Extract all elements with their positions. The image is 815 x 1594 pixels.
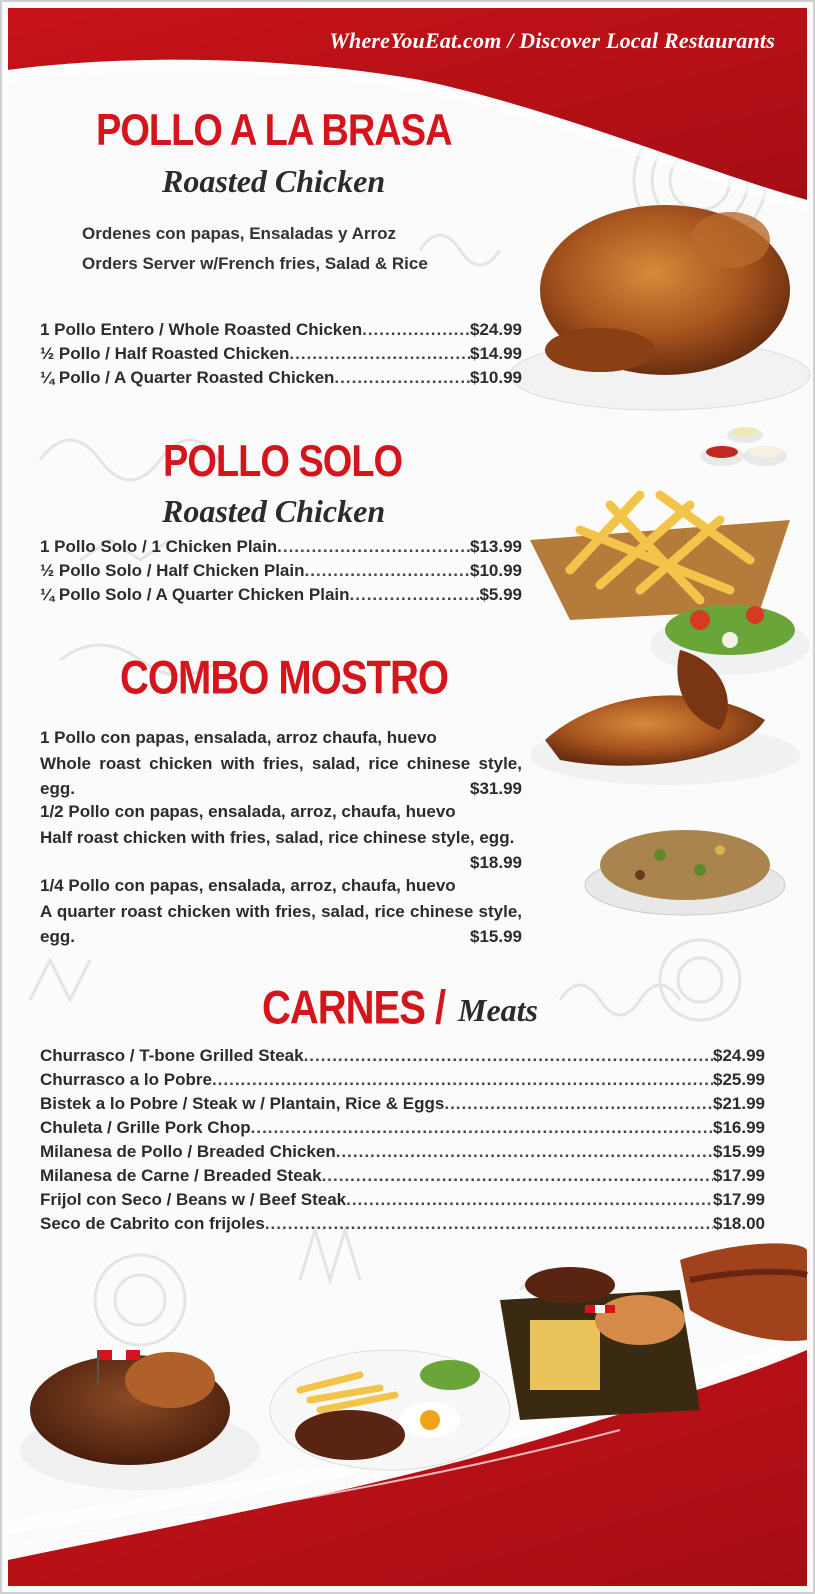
item-name: ¼ Pollo Solo / A Quarter Chicken Plain <box>40 585 350 604</box>
item-price: $31.99 <box>470 778 522 798</box>
item-name: Chuleta / Grille Pork Chop <box>40 1118 251 1137</box>
item-name: Churrasco a lo Pobre <box>40 1070 212 1089</box>
item-price: $15.99 <box>470 926 522 946</box>
item-name: 1 Pollo Entero / Whole Roasted Chicken <box>40 320 363 339</box>
dot-leader <box>304 1046 713 1066</box>
sauce-cups-image <box>700 427 787 466</box>
combo-item-line1: 1/4 Pollo con papas, ensalada, arroz, chaufa, huevo <box>40 876 456 895</box>
menu-item <box>40 320 522 340</box>
item-price: $21.99 <box>713 1094 765 1113</box>
dot-leader <box>212 1070 713 1090</box>
menu-item <box>40 344 522 364</box>
item-price: $13.99 <box>470 537 522 556</box>
menu-item <box>40 561 522 581</box>
menu-item <box>40 1070 765 1090</box>
combo-item-desc-text: Half roast chicken with fries, salad, rice chinese style, egg. <box>40 828 515 847</box>
item-price: $16.99 <box>713 1118 765 1137</box>
item-price: $24.99 <box>470 320 522 339</box>
dot-leader <box>322 1166 713 1186</box>
dot-leader <box>336 1142 713 1162</box>
item-price: $18.99 <box>470 852 522 872</box>
carnes-subtitle: Meats <box>458 992 538 1028</box>
dot-leader <box>334 368 470 388</box>
site-banner[interactable]: WhereYouEat.com / Discover Local Restaurants <box>329 28 775 53</box>
menu-item <box>40 1166 765 1186</box>
tamal-meat-image <box>500 1267 700 1420</box>
chaufa-rice-image <box>585 830 785 915</box>
roast-meat-image <box>680 1243 807 1341</box>
dot-leader <box>289 344 470 364</box>
menu-item <box>40 585 522 605</box>
menu-item <box>40 368 522 388</box>
combo-item-desc <box>40 900 522 949</box>
combo-item-line1: 1 Pollo con papas, ensalada, arroz chaufa, huevo <box>40 728 437 747</box>
item-price: $25.99 <box>713 1070 765 1089</box>
roasted-chicken-image <box>510 205 810 410</box>
menu-item <box>40 1046 765 1066</box>
fries-basket-image <box>530 495 790 620</box>
pollo-brasa-title: POLLO A LA BRASA <box>96 106 452 156</box>
item-price: $24.99 <box>713 1046 765 1065</box>
mixed-grill-image <box>20 1350 260 1490</box>
dot-leader <box>277 537 470 557</box>
combo-item-desc <box>40 826 522 875</box>
item-price: $18.00 <box>713 1214 765 1233</box>
pollo-solo-subtitle: Roasted Chicken <box>162 493 386 529</box>
combo-item-desc <box>40 752 522 801</box>
menu-item <box>40 1214 765 1234</box>
item-price: $17.99 <box>713 1166 765 1185</box>
churrasco-plate-image <box>270 1350 510 1470</box>
dot-leader <box>444 1094 713 1114</box>
item-price: $10.99 <box>470 561 522 580</box>
item-name: Frijol con Seco / Beans w / Beef Steak <box>40 1190 347 1209</box>
dot-leader <box>265 1214 713 1234</box>
item-price: $15.99 <box>713 1142 765 1161</box>
dot-leader <box>346 1190 713 1210</box>
item-name: ½ Pollo / Half Roasted Chicken <box>40 344 290 363</box>
item-price: $14.99 <box>470 344 522 363</box>
dot-leader <box>362 320 470 340</box>
combo-item-line1: 1/2 Pollo con papas, ensalada, arroz, chaufa, huevo <box>40 802 456 821</box>
menu-item <box>40 1142 765 1162</box>
item-name: Milanesa de Carne / Breaded Steak <box>40 1166 322 1185</box>
item-name: Churrasco / T-bone Grilled Steak <box>40 1046 304 1065</box>
combo-item-desc-text: A quarter roast chicken with fries, salad, rice chinese style, egg. <box>40 902 522 946</box>
item-name: 1 Pollo Solo / 1 Chicken Plain <box>40 537 278 556</box>
pollo-solo-title: POLLO SOLO <box>163 437 403 487</box>
combo-item-desc-text: Whole roast chicken with fries, salad, rice chinese style, egg. <box>40 754 522 798</box>
pollo-brasa-desc-es: Ordenes con papas, Ensaladas y Arroz <box>82 224 396 243</box>
item-name: ½ Pollo Solo / Half Chicken Plain <box>40 561 305 580</box>
item-price: $17.99 <box>713 1190 765 1209</box>
dot-leader <box>251 1118 713 1138</box>
item-price: $10.99 <box>470 368 522 387</box>
pollo-brasa-desc-en: Orders Server w/French fries, Salad & Rice <box>82 254 428 273</box>
pollo-brasa-subtitle: Roasted Chicken <box>162 163 386 199</box>
item-name: Milanesa de Pollo / Breaded Chicken <box>40 1142 336 1161</box>
salad-image <box>650 605 810 675</box>
menu-item <box>40 1190 765 1210</box>
item-name: Bistek a lo Pobre / Steak w / Plantain, Rice & Eggs <box>40 1094 445 1113</box>
item-price: $5.99 <box>479 585 522 604</box>
item-name: ¼ Pollo / A Quarter Roasted Chicken <box>40 368 335 387</box>
dot-leader <box>350 585 480 605</box>
dot-leader <box>305 561 471 581</box>
combo-title: COMBO MOSTRO <box>120 652 448 704</box>
carnes-title: CARNES / <box>262 982 446 1034</box>
menu-item <box>40 1094 765 1114</box>
menu-item <box>40 1118 765 1138</box>
item-name: Seco de Cabrito con frijoles <box>40 1214 265 1233</box>
menu-item <box>40 537 522 557</box>
